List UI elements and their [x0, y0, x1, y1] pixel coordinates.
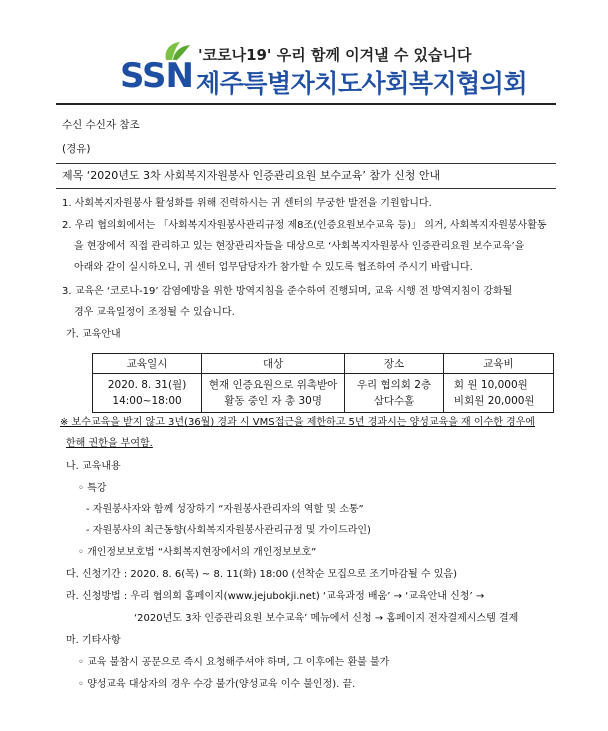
section-ga: 가. 교육안내	[66, 329, 121, 340]
section-da: 다. 신청기간 : 2020. 8. 6(목) ~ 8. 11(화) 18:00 (선착순 모집으로 조기마감될 수 있음)	[66, 569, 457, 580]
special-item-2: - 자원봉사의 최근동향(사회복지자원봉사관리규정 및 가이드라인)	[86, 525, 371, 536]
date-text: 2020. 8. 31(월)	[107, 379, 187, 391]
note-line-1: ※ 보수교육을 받지 않고 3년(36월) 경과 시 VMS접근을 제한하고 5년 경과시는 양성교육을 재 이수한 경우에	[60, 417, 536, 428]
section-ra-line-2: ‘2020년도 3차 인증관리요원 보수교육’ 메뉴에서 신청 → 홈페이지 전자결제시스템 결제	[134, 613, 519, 624]
table-header: 교육비	[443, 354, 553, 374]
table-header-row	[93, 354, 554, 374]
fee-member: 회 원 10,000원	[453, 379, 528, 391]
subject-line: 제목 ‘2020년도 3차 사회복지자원봉사 인증관리요원 보수교육’ 참가 신청 안내	[62, 169, 441, 182]
note-line-2: 한해 권한을 부여함.	[66, 438, 153, 449]
table-header: 대상	[202, 354, 345, 374]
header-divider	[56, 103, 556, 105]
table-header: 교육일시	[93, 354, 202, 374]
via-line: (경유)	[62, 143, 91, 155]
paragraph-3-line-2: 경우 교육일정이 조정될 수 있습니다.	[74, 307, 235, 318]
paragraph-2-line-2: 을 현장에서 직접 관리하고 있는 현장관리자들을 대상으로 ‘사회복지자원봉사 인증관리요원 보수교육’을	[74, 241, 525, 252]
table-row	[93, 374, 554, 413]
fee-nonmember: 비회원 20,000원	[453, 395, 535, 407]
paragraph-2-line-3: 아래와 같이 실시하오니, 귀 센터 업무담당자가 참가할 수 있도록 협조하여 주시기 바랍니다.	[74, 262, 473, 273]
divider	[56, 188, 556, 189]
education-table	[92, 353, 554, 413]
etc-item-1: ◦ 교육 불참시 공문으로 즉시 요청해주셔야 하며, 그 이후에는 환불 불가	[78, 657, 390, 668]
cell-target	[202, 374, 345, 413]
section-ra-line-1: 라. 신청방법 : 우리 협의회 홈페이지(www.jejubokji.net) ‘교육과정 배움’ → ‘교육안내 신청’ →	[66, 591, 485, 602]
target-text: 현재 인증요원으로 위촉받아	[208, 379, 338, 391]
cell-date	[93, 374, 202, 413]
section-ma: 마. 기타사항	[66, 635, 121, 646]
special-lecture: ◦ 특강	[78, 483, 107, 494]
paragraph-1: 1. 사회복지자원봉사 활성화를 위해 진력하시는 귀 센터의 무궁한 발전을 기원합니다.	[62, 198, 432, 209]
place-text: 우리 협의회 2층	[356, 379, 432, 391]
recipient-line: 수신 수신자 참조	[62, 119, 140, 131]
special-item-1: - 자원봉사자와 함께 성장하기 “자원봉사관리자의 역할 및 소통”	[86, 504, 364, 515]
privacy-lecture: ◦ 개인정보보호법 “사회복지현장에서의 개인정보보호”	[78, 547, 317, 558]
header-slogan: '코로나19' 우리 함께 이겨낼 수 있습니다	[198, 46, 472, 64]
paragraph-2-line-1: 2. 우리 협의회에서는 「사회복지자원봉사관리규정 제8조(인증요원보수교육 등)」 의거, 사회복지자원봉사활동	[62, 220, 547, 231]
cell-fee	[443, 374, 553, 413]
divider	[56, 163, 556, 164]
cell-place	[345, 374, 444, 413]
org-name: 제주특별자치도사회복지협의회	[196, 69, 528, 98]
table-header: 장소	[345, 354, 444, 374]
place-text: 삼다수홀	[373, 395, 415, 407]
logo-ssn-text: SSN	[120, 56, 193, 96]
target-text: 활동 중인 자 총 30명	[224, 395, 322, 407]
section-na: 나. 교육내용	[66, 461, 121, 472]
paragraph-3-line-1: 3. 교육은 ‘코로나-19’ 감염예방을 위한 방역지침을 준수하여 진행되며, 교육 시행 전 방역지침이 강화될	[62, 286, 513, 297]
time-text: 14:00~18:00	[112, 395, 182, 407]
etc-item-2: ◦ 양성교육 대상자의 경우 수강 불가(양성교육 이수 불인정). 끝.	[78, 679, 356, 690]
org-logo	[120, 38, 528, 100]
